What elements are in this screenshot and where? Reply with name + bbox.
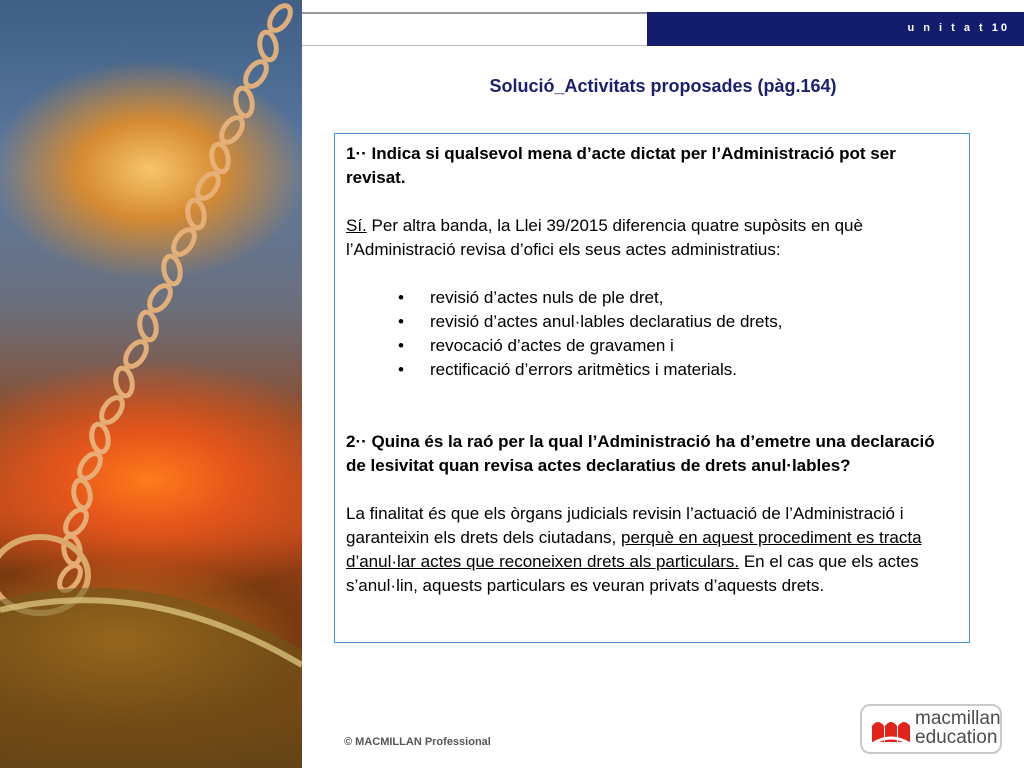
slide-title: Solució_Activitats proposades (pàg.164)	[489, 76, 837, 96]
chain-illustration	[0, 0, 302, 768]
copyright-footer: © MACMILLAN Professional	[344, 736, 491, 748]
question-1: 1·· Indica si qualsevol mena d’acte dictat per l’Administració pot ser revisat.	[346, 144, 896, 187]
header-bar	[647, 12, 1024, 46]
scales-of-justice-photo	[0, 0, 302, 768]
content-box	[334, 133, 970, 643]
unit-label: u n i t a t 10	[907, 22, 1010, 34]
answer-2-part1: La finalitat és que els òrgans judicials revisin l’actuació de l’Administració i garanteixin els drets dels ciutadans,	[346, 504, 904, 547]
list-item: • revisió d’actes anul·lables declaratius de drets,	[398, 310, 959, 334]
logo-line-1: macmillan	[915, 708, 1001, 729]
list-item: • rectificació d’errors aritmètics i materials.	[398, 358, 959, 382]
answer-1-text: Per altra banda, la Llei 39/2015 diferencia quatre supòsits en què l’Administració revisa d’ofici els seus actes administratius:	[346, 216, 863, 259]
logo-text	[915, 709, 1001, 747]
answer-1-list	[346, 286, 959, 382]
answer-2-underlined: perquè en aquest procediment es tracta d’anul·lar actes que reconeixen drets als particulars.	[346, 528, 922, 571]
header-rule	[302, 12, 647, 14]
list-item: • revisió d’actes nuls de ple dret,	[398, 286, 959, 310]
macmillan-education-logo	[860, 704, 1002, 754]
header-rule-bottom	[302, 45, 647, 46]
question-2: 2·· Quina és la raó per la qual l’Administració ha d’emetre una declaració de lesivitat quan revisa actes declaratius de drets anul·lables?	[346, 432, 935, 475]
answer-2	[346, 502, 959, 598]
answer-2-part2: En el cas que els actes s’anul·lin, aquests particulars es veuran privats d’aquests drets.	[346, 552, 919, 595]
macmillan-logo-icon	[870, 714, 912, 746]
logo-line-2: education	[915, 727, 998, 748]
answer-1	[346, 214, 959, 262]
answer-1-lead: Sí.	[346, 216, 367, 235]
list-item: • revocació d’actes de gravamen i	[398, 334, 959, 358]
